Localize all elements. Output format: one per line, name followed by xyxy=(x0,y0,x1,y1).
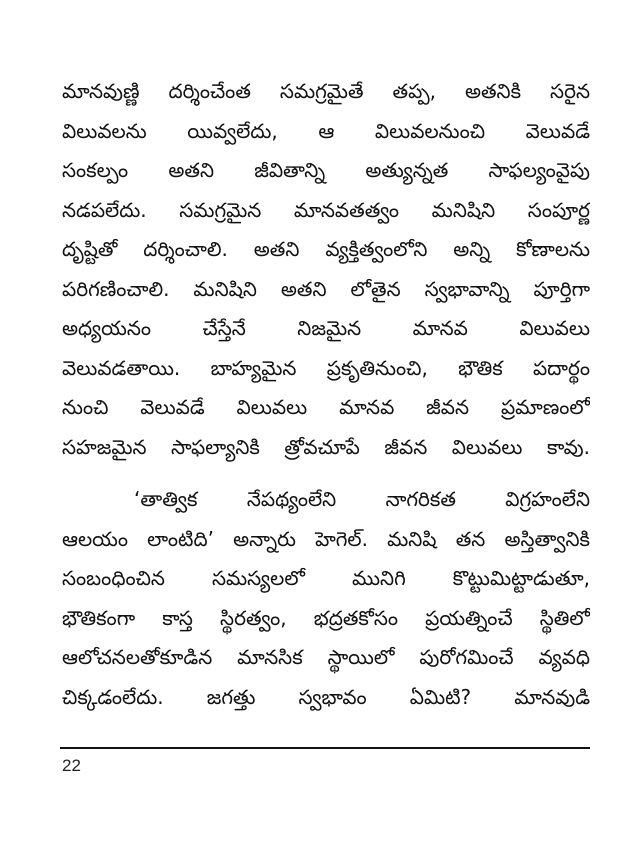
text-line: నుంచి వెలువడే విలువలు మానవ జీవన ప్రమాణంలో xyxy=(62,395,590,419)
text-line: చిక్కడంలేదు. జగత్తు స్వభావం ఏమిటి? మానవుడి xyxy=(62,684,590,709)
text-line: నడపలేదు. సమగ్రమైన మానవతత్వం మనిషిని సంపూర్ణ xyxy=(62,197,590,222)
text-line: ఆలయం లాంటిది’ అన్నారు హెగెల్. మనిషి తన అస్తిత్వానికి xyxy=(62,526,590,551)
text-line: సంకల్పం అతని జీవితాన్ని అత్యున్నత సాఫల్యంవైపు xyxy=(62,158,590,182)
body-text xyxy=(62,72,590,717)
text-line: సహజమైన సాఫల్యానికి త్రోవచూపే జీవన విలువలు కావు. xyxy=(62,434,590,459)
text-line: ఆలోచనలతోకూడిన మానసిక స్థాయిలో పురోగమించే వ్యవధి xyxy=(62,645,590,669)
footer-rule xyxy=(60,747,590,749)
text-line: విలువలను యివ్వలేదు, ఆ విలువలనుంచి వెలువడే xyxy=(62,118,590,143)
text-line: సంబంధించిన సమస్యలలో మునిగి కొట్టుమిట్టాడుతూ, xyxy=(62,566,590,590)
text-line-indented: ‘తాత్విక నేపథ్యంలేని నాగరికత విగ్రహంలేని xyxy=(134,487,590,511)
text-line: వెలువడతాయి. బాహ్యమైన ప్రకృతినుంచి, భౌతిక పదార్థం xyxy=(62,355,590,380)
text-line: భౌతికంగా కాస్త స్థిరత్వం, భద్రతకోసం ప్రయత్నించే స్థితిలో xyxy=(62,605,590,630)
text-line: దృష్టితో దర్శించాలి. అతని వ్యక్తిత్వంలోని అన్ని కోణాలను xyxy=(62,237,590,261)
text-line: పరిగణించాలి. మనిషిని అతని లోతైన స్వభావాన్ని పూర్తిగా xyxy=(62,276,590,301)
page-number: 22 xyxy=(62,756,81,775)
text-line: మానవుణ్ణి దర్శించేంత సమగ్రమైతే తప్ప, అతనికి సరైన xyxy=(62,79,590,103)
paragraph-gap xyxy=(62,467,590,480)
text-line: అధ్యయనం చేస్తేనే నిజమైన మానవ విలువలు xyxy=(62,316,590,340)
